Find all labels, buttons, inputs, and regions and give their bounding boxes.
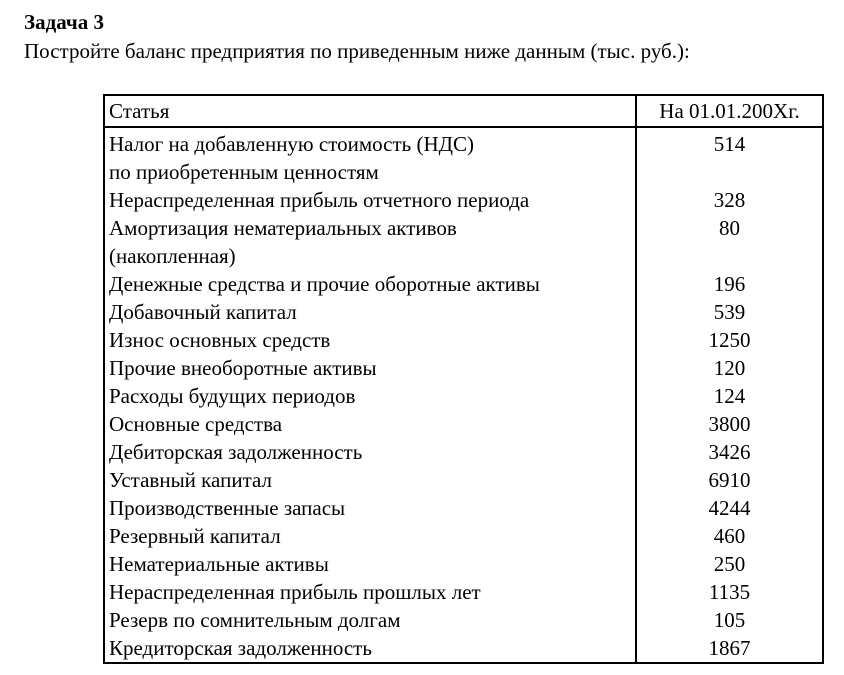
row-item-label: Резервный капитал [104,522,636,550]
row-value: 250 [636,550,823,578]
row-value: 3426 [636,438,823,466]
row-item-label: Налог на добавленную стоимость (НДС) по приобретенным ценностям [104,127,636,186]
row-value: 1135 [636,578,823,606]
table-row [104,466,823,494]
row-value: 514 [636,127,823,186]
table-row [104,550,823,578]
row-value: 4244 [636,494,823,522]
row-item-label: Резерв по сомнительным долгам [104,606,636,634]
row-value: 1250 [636,326,823,354]
row-item-label: Основные средства [104,410,636,438]
balance-data-table [103,94,824,664]
task-title: Задача 3 [24,10,104,34]
row-item-label: Расходы будущих периодов [104,382,636,410]
row-value: 105 [636,606,823,634]
row-item-label: Нематериальные активы [104,550,636,578]
row-item-label: Добавочный капитал [104,298,636,326]
row-item-label: Дебиторская задолженность [104,438,636,466]
table-row [104,634,823,663]
table-row [104,354,823,382]
row-value: 6910 [636,466,823,494]
row-value: 1867 [636,634,823,663]
table-row [104,186,823,214]
table-row [104,494,823,522]
table-row [104,127,823,186]
row-value: 80 [636,214,823,270]
row-item-label: Износ основных средств [104,326,636,354]
row-item-label: Кредиторская задолженность [104,634,636,663]
row-value: 196 [636,270,823,298]
row-value: 3800 [636,410,823,438]
row-item-label: Нераспределенная прибыль отчетного периода [104,186,636,214]
row-item-label: Уставный капитал [104,466,636,494]
row-value: 539 [636,298,823,326]
table-row [104,270,823,298]
table-row [104,298,823,326]
row-item-label: Производственные запасы [104,494,636,522]
table-row [104,326,823,354]
row-value: 120 [636,354,823,382]
row-value: 460 [636,522,823,550]
task-instruction: Постройте баланс предприятия по приведенным ниже данным (тыс. руб.): [24,39,690,63]
header-item: Статья [104,95,636,127]
row-item-label: Нераспределенная прибыль прошлых лет [104,578,636,606]
table-row [104,578,823,606]
row-item-label: Денежные средства и прочие оборотные активы [104,270,636,298]
table-row [104,410,823,438]
header-value: На 01.01.200Хг. [636,95,823,127]
row-value: 328 [636,186,823,214]
row-item-label: Амортизация нематериальных активов (накопленная) [104,214,636,270]
table-row [104,438,823,466]
row-value: 124 [636,382,823,410]
table-row [104,606,823,634]
row-item-label: Прочие внеоборотные активы [104,354,636,382]
table-header-row [104,95,823,127]
table-row [104,522,823,550]
table-row [104,214,823,270]
table-row [104,382,823,410]
